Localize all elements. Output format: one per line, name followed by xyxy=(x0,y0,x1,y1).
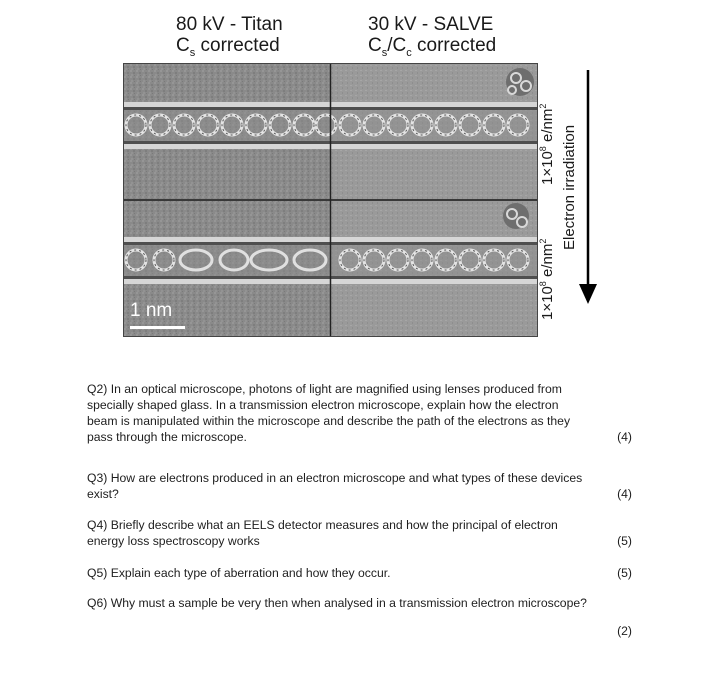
question-q2 xyxy=(87,381,632,445)
question-q4-mark: (5) xyxy=(617,534,632,548)
question-q4 xyxy=(87,517,632,549)
irradiation-label: Electron irradiation xyxy=(561,124,578,250)
left-header-line1: 80 kV - Titan xyxy=(176,14,283,35)
question-q2-mark: (4) xyxy=(617,430,632,444)
right-header-line2: $C_s/C_c$ corrected xyxy=(368,35,497,59)
micrograph-image xyxy=(124,64,537,336)
dose-label-bottom: $1\times 10^8$ $e/nm^2$ xyxy=(538,238,556,320)
left-header-line2: $C_s$ corrected xyxy=(176,35,280,59)
left-header xyxy=(176,14,283,64)
question-q4-text: Q4) Briefly describe what an EELS detector measures and how the principal of electron energy loss spectroscopy works xyxy=(87,518,558,548)
question-q6-mark: (2) xyxy=(617,624,632,638)
scale-bar xyxy=(130,326,185,329)
right-header-line1: 30 kV - SALVE xyxy=(368,14,494,35)
down-arrow-icon xyxy=(576,70,600,306)
question-q6 xyxy=(87,595,632,639)
question-q3-text: Q3) How are electrons produced in an electron microscope and what types of these devices exist? xyxy=(87,471,583,501)
question-q5-mark: (5) xyxy=(617,566,632,580)
scale-bar-label: 1 nm xyxy=(130,300,173,321)
question-q6-text: Q6) Why must a sample be very then when analysed in a transmission electron microscope? xyxy=(87,596,587,610)
question-q2-text: Q2) In an optical microscope, photons of light are magnified using lenses produced from specially shaped glass. In a transmission electron microscope, explain how the electron beam is manipulated within the microscope and describe the path of the electrons as they pass through the microscope. xyxy=(87,382,571,444)
question-q5 xyxy=(87,565,632,581)
dose-label-top: $1\times 10^8$ $e/nm^2$ xyxy=(538,103,556,185)
question-q3-mark: (4) xyxy=(617,487,632,501)
question-q3 xyxy=(87,470,632,502)
question-q5-text: Q5) Explain each type of aberration and how they occur. xyxy=(87,566,391,580)
carbon-flake-bottom xyxy=(503,203,529,229)
right-header xyxy=(368,14,496,64)
carbon-flake-top xyxy=(506,68,534,96)
micrograph-figure xyxy=(123,63,538,337)
